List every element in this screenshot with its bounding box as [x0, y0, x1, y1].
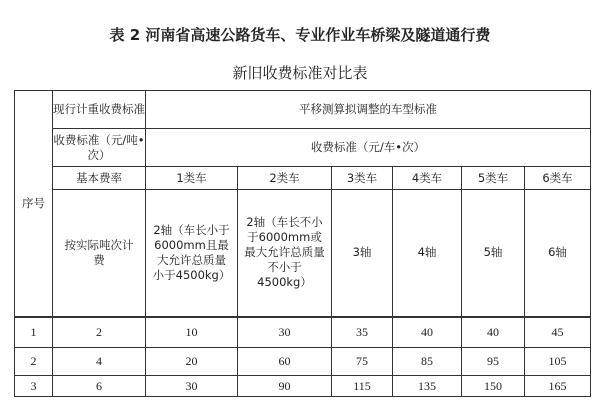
fee-cell: 35: [332, 317, 393, 348]
fee-cell: 30: [238, 317, 332, 348]
seq-header: 序号: [15, 91, 53, 317]
rate-cell: 2: [53, 317, 146, 348]
fee-cell: 135: [393, 376, 462, 397]
fee-cell: 30: [146, 376, 238, 397]
class-description: 6轴: [525, 190, 591, 317]
table-subtitle: 新旧收费标准对比表: [232, 64, 368, 82]
fee-comparison-table: [14, 90, 591, 397]
fee-cell: 150: [462, 376, 525, 397]
fee-cell: 105: [525, 348, 591, 376]
fee-cell: 115: [332, 376, 393, 397]
class-description: 2轴（车长小于6000mm且最大允许总质量小于4500kg）: [146, 190, 238, 317]
by-weight-note: 按实际吨次计费: [53, 190, 146, 317]
fee-cell: 85: [393, 348, 462, 376]
fee-cell: 45: [525, 317, 591, 348]
fee-cell: 95: [462, 348, 525, 376]
class-header: 4类车: [393, 167, 462, 190]
basic-rate-header: 基本费率: [53, 167, 146, 190]
fee-cell: 40: [393, 317, 462, 348]
class-description: 2轴（车长不小于6000mm或最大允许总质量不小于4500kg）: [238, 190, 332, 317]
rate-cell: 6: [53, 376, 146, 397]
table-row: [15, 317, 591, 348]
current-standard-header: 现行计重收费标准: [53, 91, 146, 129]
rate-cell: 4: [53, 348, 146, 376]
class-description: 3轴: [332, 190, 393, 317]
fee-cell: 60: [238, 348, 332, 376]
class-header: 6类车: [525, 167, 591, 190]
fee-cell: 10: [146, 317, 238, 348]
current-unit: 收费标准（元/吨•次）: [53, 129, 146, 167]
seq-cell: 3: [15, 376, 53, 397]
class-description: 4轴: [393, 190, 462, 317]
class-header: 5类车: [462, 167, 525, 190]
new-unit: 收费标准（元/车•次）: [146, 129, 591, 167]
fee-cell: 165: [525, 376, 591, 397]
class-header: 1类车: [146, 167, 238, 190]
fee-cell: 40: [462, 317, 525, 348]
table-row: [15, 348, 591, 376]
fee-cell: 20: [146, 348, 238, 376]
seq-cell: 1: [15, 317, 53, 348]
class-description: 5轴: [462, 190, 525, 317]
new-standard-header: 平移测算拟调整的车型标准: [146, 91, 591, 129]
class-header: 2类车: [238, 167, 332, 190]
table-row: [15, 376, 591, 397]
fee-cell: 75: [332, 348, 393, 376]
fee-cell: 90: [238, 376, 332, 397]
table-title: 表 2 河南省高速公路货车、专业作业车桥梁及隧道通行费: [109, 26, 491, 44]
class-header: 3类车: [332, 167, 393, 190]
seq-cell: 2: [15, 348, 53, 376]
